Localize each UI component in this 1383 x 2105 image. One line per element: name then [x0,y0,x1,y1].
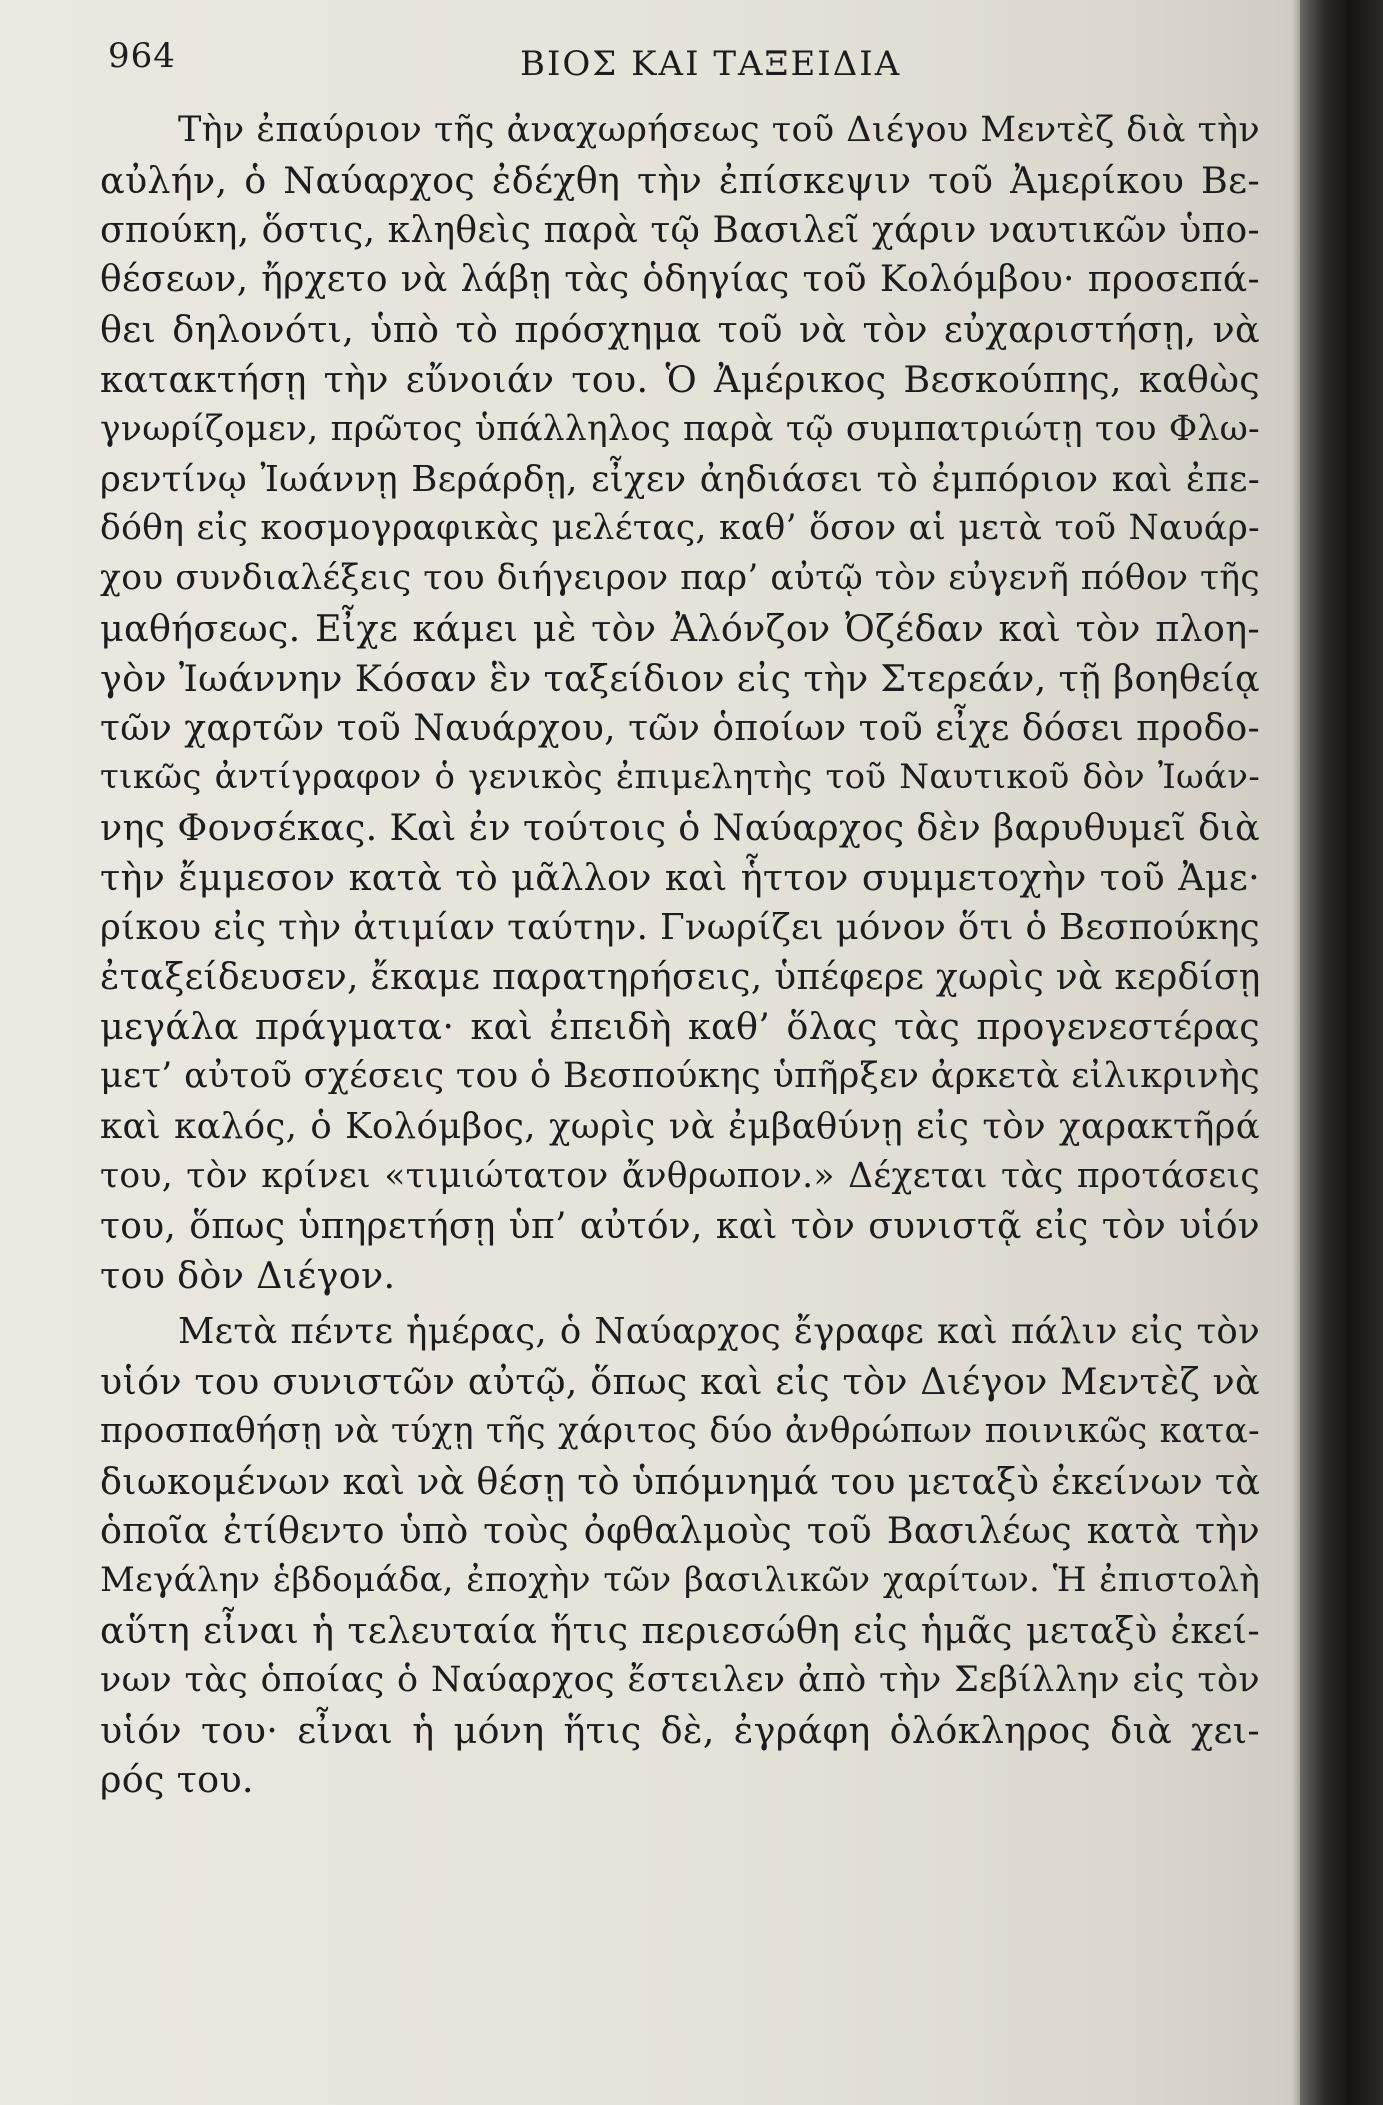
text-line: αὕτη εἶναι ἡ τελευταία ἥτις περιεσώθη εἰς ἡμᾶς μεταξὺ ἐκεί- [100,1608,1260,1652]
text-line: του δὸν Διέγον. [100,1254,396,1298]
text-line: νης Φονσέκας. Καὶ ἐν τούτοις ὁ Ναύαρχος δὲν βαρυθυμεῖ διὰ [100,806,1260,850]
text-line: θέσεων, ἤρχετο νὰ λάβῃ τὰς ὁδηγίας τοῦ Κολόμβου· προσεπά- [100,259,1260,301]
text-line: κατακτήσῃ τὴν εὔνοιάν του. Ὁ Ἀμέρικος Βεσκούπης, καθὼς [100,357,1260,401]
text-line: νων τὰς ὁποίας ὁ Ναύαρχος ἔστειλεν ἀπὸ τὴν Σεβίλλην εἰς τὸν [100,1659,1260,1700]
paragraph [100,1307,1260,1805]
text-line: Μεγάλην ἑβδομάδα, ἐποχὴν τῶν βασιλικῶν χαρίτων. Ἡ ἐπιστολὴ [100,1560,1260,1601]
text-line: τὴν ἔμμεσον κατὰ τὸ μᾶλλον καὶ ἧττον συμμετοχὴν τοῦ Ἀμε· [100,855,1260,899]
page-number: 964 [108,36,176,76]
paragraph [100,106,1260,1301]
text-line: μεγάλα πράγματα· καὶ ἐπειδὴ καθ’ ὅλας τὰς προγενεστέρας [100,1005,1260,1049]
text-line: διωκομένων καὶ νὰ θέσῃ τὸ ὑπόμνημά του μεταξὺ ἐκείνων τὰ [100,1459,1261,1503]
text-line: τικῶς ἀντίγραφον ὁ γενικὸς ἐπιμελητὴς τοῦ Ναυτικοῦ δὸν Ἰωάν- [100,757,1260,798]
text-line: αὐλήν, ὁ Ναύαρχος ἐδέχθη τὴν ἐπίσκεψιν τοῦ Ἀμερίκου Βε- [100,158,1260,202]
text-line: θει δηλονότι, ὑπὸ τὸ πρόσχημα τοῦ νὰ τὸν εὐχαριστήσῃ, νὰ [100,308,1260,352]
text-line: γὸν Ἰωάννην Κόσαν ἓν ταξείδιον εἰς τὴν Στερεάν, τῇ βοηθείᾳ [100,656,1260,700]
text-line: μετ’ αὐτοῦ σχέσεις του ὁ Βεσπούκης ὑπῆρξεν ἀρκετὰ εἰλικρινὴς [100,1056,1260,1097]
text-line: χου συνδιαλέξεις του διήγειρον παρ’ αὐτῷ τὸν εὐγενῆ πόθον τῆς [100,558,1260,599]
text-line: υἱόν του· εἶναι ἡ μόνη ἥτις δὲ, ἐγράφη ὁλόκληρος διὰ χει- [100,1708,1260,1752]
text-line: σπούκη, ὅστις, κληθεὶς παρὰ τῷ Βασιλεῖ χάριν ναυτικῶν ὑπο- [100,209,1260,251]
running-head: ΒΙΟΣ ΚΑΙ ΤΑΞΕΙΔΙΑ [520,44,902,84]
text-line: δόθη εἰς κοσμογραφικὰς μελέτας, καθ’ ὅσον αἱ μετὰ τοῦ Ναυάρ- [100,508,1260,549]
text-line: του, τὸν κρίνει «τιμιώτατον ἄνθρωπον.» Δέχεται τὰς προτάσεις [100,1155,1260,1196]
text-line: τῶν χαρτῶν τοῦ Ναυάρχου, τῶν ὁποίων τοῦ εἶχε δόσει προδο- [100,707,1260,749]
text-line: ρός του. [100,1758,254,1802]
text-line: γνωρίζομεν, πρῶτος ὑπάλληλος παρὰ τῷ συμπατριώτῃ του Φλω- [100,408,1260,449]
text-line: ἐταξείδευσεν, ἔκαμε παρατηρήσεις, ὑπέφερε χωρὶς νὰ κερδίσῃ [100,956,1261,998]
text-line: υἱόν του συνιστῶν αὐτῷ, ὅπως καὶ εἰς τὸν Διέγον Μεντὲζ νὰ [100,1359,1260,1403]
text-line: ὁποῖα ἐτίθεντο ὑπὸ τοὺς ὀφθαλμοὺς τοῦ Βασιλέως κατὰ τὴν [100,1509,1260,1553]
text-line: καὶ καλός, ὁ Κολόμβος, χωρὶς νὰ ἐμβαθύνῃ εἰς τὸν χαρακτῆρά [100,1105,1260,1147]
text-line: ρίκου εἰς τὴν ἀτιμίαν ταύτην. Γνωρίζει μόνον ὅτι ὁ Βεσπούκης [100,906,1260,948]
text-line: ρεντίνῳ Ἰωάννῃ Βεράρδῃ, εἶχεν ἀηδιάσει τὸ ἐμπόριον καὶ ἐπε- [100,458,1260,500]
book-binding [1300,0,1383,2105]
text-line: Μετὰ πέντε ἡμέρας, ὁ Ναύαρχος ἔγραφε καὶ πάλιν εἰς τὸν [178,1311,1260,1353]
text-line: Τὴν ἐπαύριον τῆς ἀναχωρήσεως τοῦ Διέγου Μεντὲζ διὰ τὴν [178,110,1260,150]
body-text [100,106,1260,1805]
text-line: του, ὅπως ὑπηρετήσῃ ὑπ’ αὐτόν, καὶ τὸν συνιστᾷ εἰς τὸν υἱόν [100,1205,1260,1247]
text-line: μαθήσεως. Εἶχε κάμει μὲ τὸν Ἀλόνζον Ὀζέδαν καὶ τὸν πλοη- [100,606,1260,650]
text-line: προσπαθήσῃ νὰ τύχῃ τῆς χάριτος δύο ἀνθρώπων ποινικῶς κατα- [100,1410,1260,1451]
